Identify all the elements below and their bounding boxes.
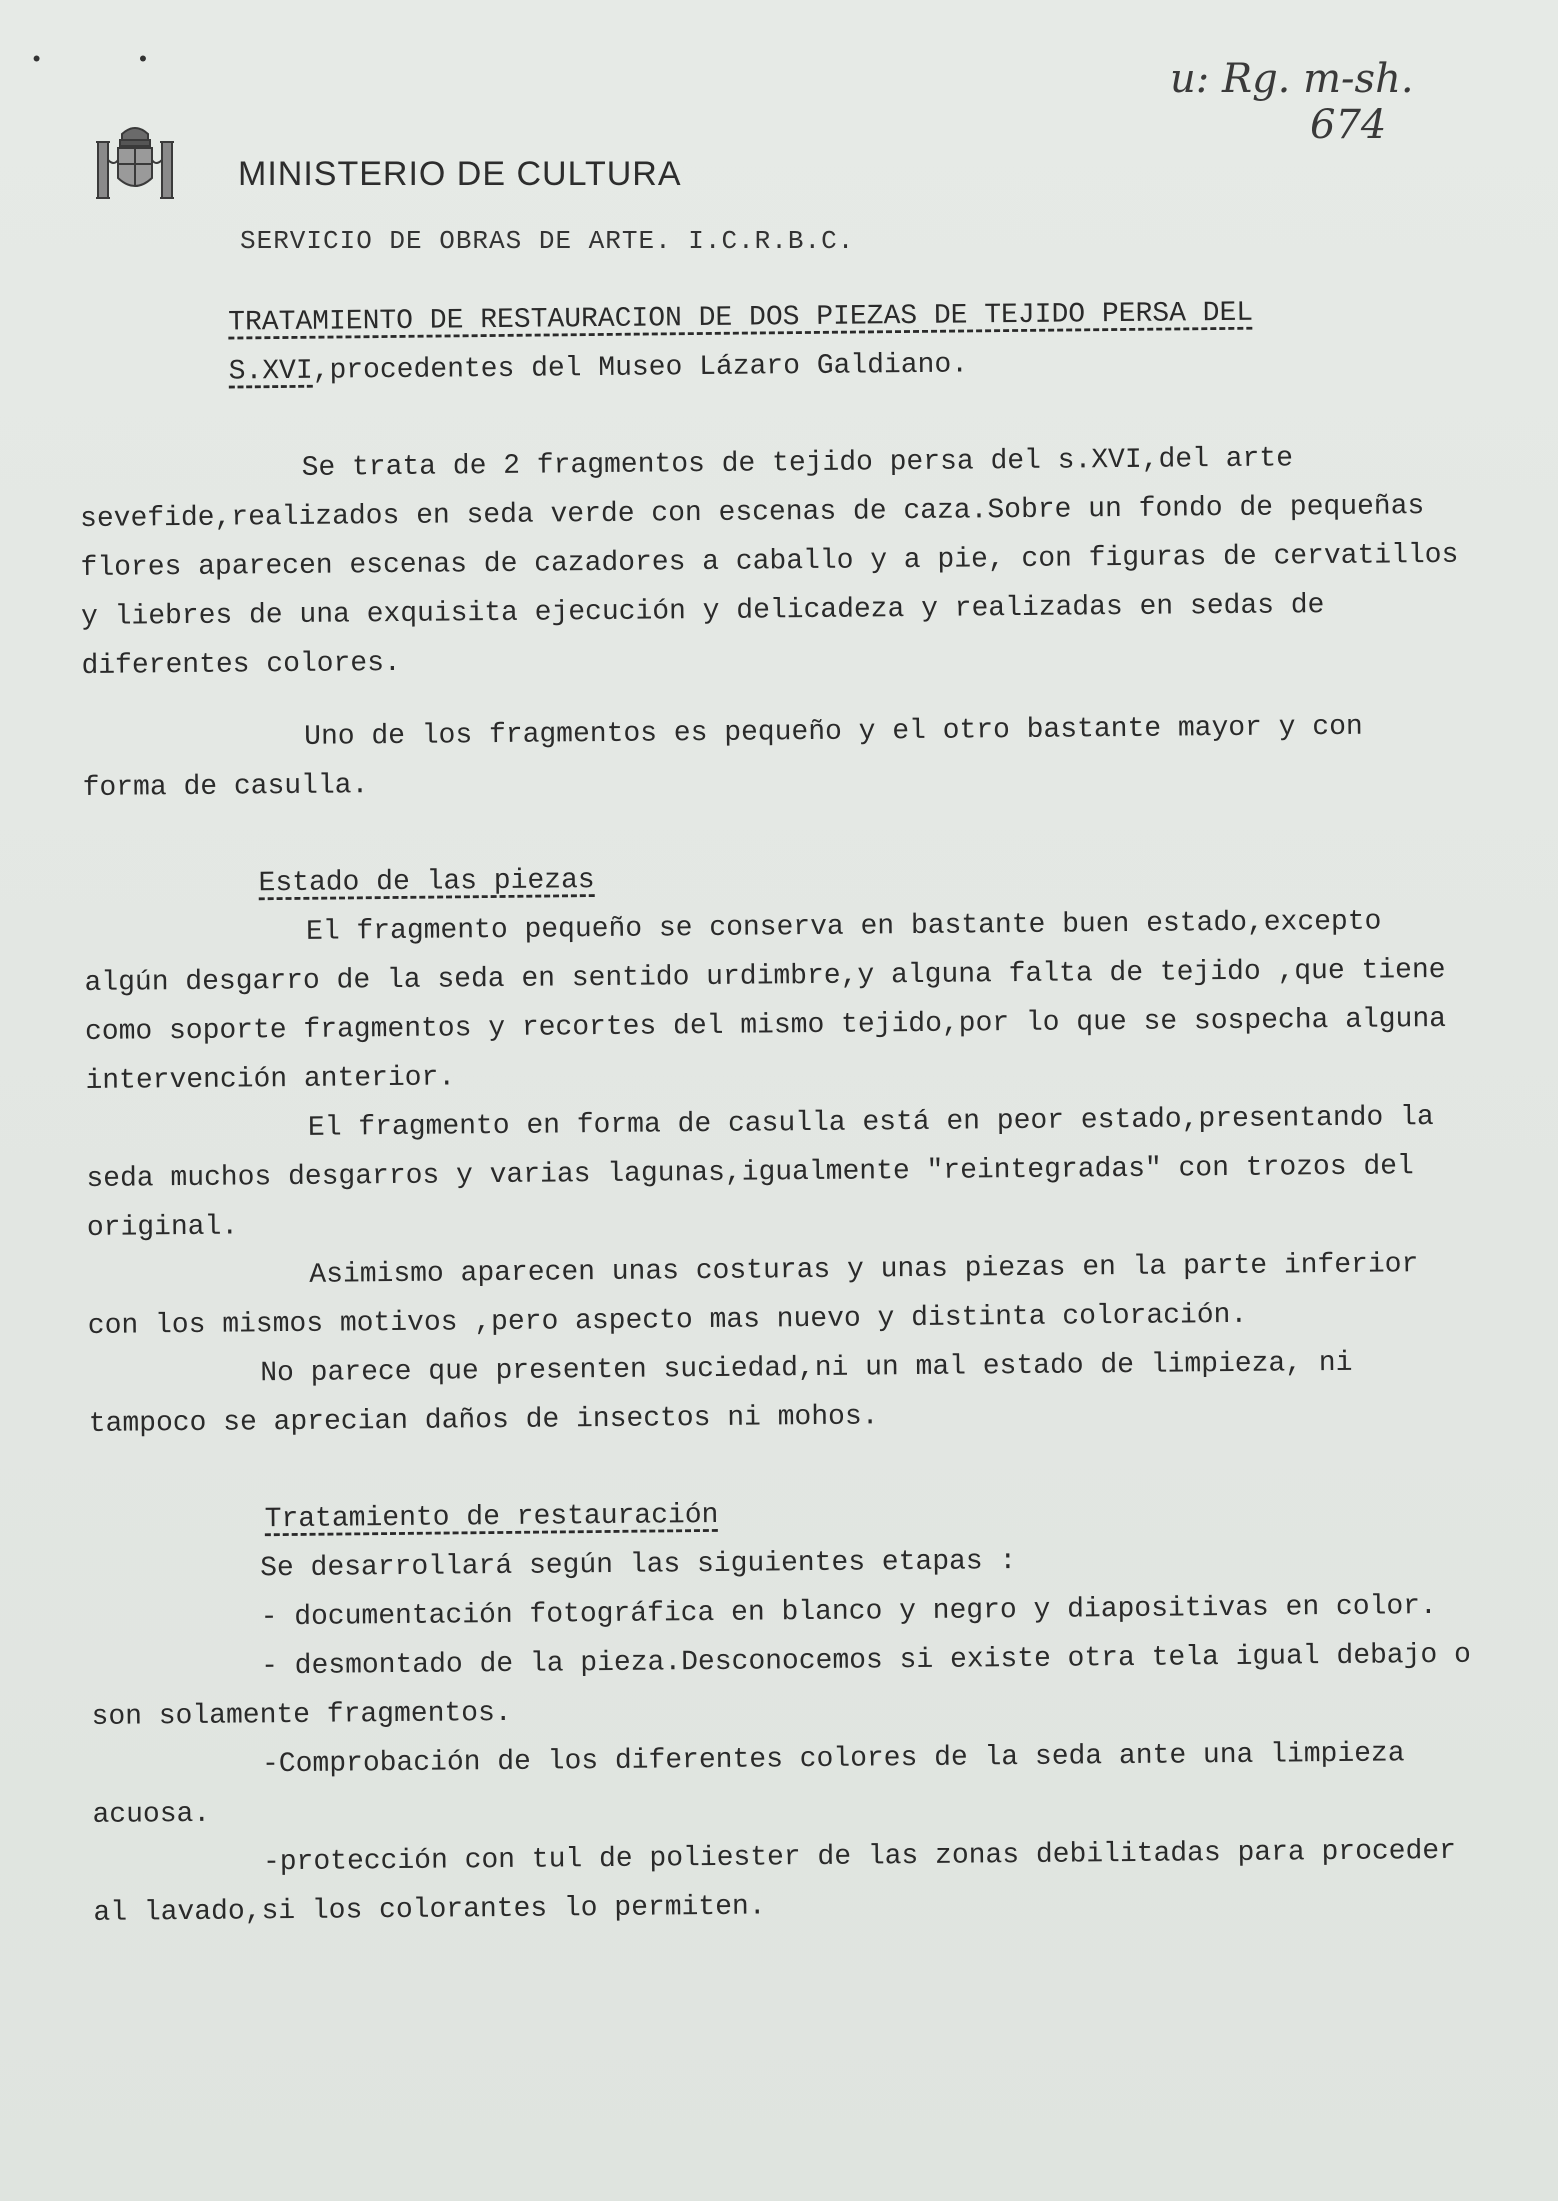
estado-paragraph-4: No parece que presenten suciedad,ni un mal estado de limpieza, ni tampoco se aprecian daños de insectos ni mohos. [88,1347,1353,1440]
estado-paragraph-1: El fragmento pequeño se conserva en bastante buen estado,excepto algún desgarro de la seda en sentido urdimbre,y alguna falta de tejido ,que tiene como soporte fragmentos y recortes del mismo tejido,por lo que se sospecha alguna intervención anterior. [84,906,1447,1097]
estado-paragraph-3: Asimismo aparecen unas costuras y unas piezas en la parte inferior con los mismos motivos ,pero aspecto mas nuevo y distinta coloración. [87,1249,1419,1342]
handwritten-number: 674 [1310,102,1387,148]
document-title [78,287,1459,398]
title-rest: ,procedentes del Museo Lázaro Galdiano. [312,349,969,387]
estado-paragraph-2: El fragmento en forma de casulla está en peor estado,presentando la seda muchos desgarros y varias lagunas,igualmente "reintegradas" con trozos del original. [86,1102,1434,1244]
step-4: -protección con tul de poliester de las zonas debilitadas para proceder al lavado,si los colorantes lo permiten. [93,1835,1457,1929]
ministry-header: MINISTERIO DE CULTURA [238,155,682,193]
service-subheader: SERVICIO DE OBRAS DE ARTE. I.C.R.B.C. [240,226,855,256]
step-2: - desmontado de la pieza.Desconocemos si existe otra tela igual debajo o son solamente fragmentos. [91,1639,1472,1733]
coat-of-arms-icon [92,120,178,210]
handwritten-annotation [1170,56,1540,148]
intro-paragraph-2: Uno de los fragmentos es pequeño y el otro bastante mayor y con forma de casulla. [82,711,1363,804]
section-heading-estado: Estado de las piezas [258,865,595,900]
margin-dots: • • [30,48,190,73]
tratamiento-intro: Se desarrollará según las siguientes etapas : [260,1546,1017,1585]
section-heading-tratamiento: Tratamiento de restauración [264,1499,719,1536]
step-1: - documentación fotográfica en blanco y negro y diapositivas en color. [260,1591,1437,1634]
handwritten-reference: u: Rg. m-sh. [1170,56,1414,102]
title-underlined: TRATAMIENTO DE RESTAURACION DE DOS PIEZAS DE TEJIDO PERSA DEL S.XVI [228,297,1254,388]
document-body [78,287,1474,1938]
intro-paragraph-1: Se trata de 2 fragmentos de tejido persa del s.XVI,del arte sevefide,realizados en seda verde con escenas de caza.Sobre un fondo de pequeñas flores aparecen escenas de cazadores a caballo y a pie, con figuras de cervatillos y liebres de una exquisita ejecución y delicadeza y realizadas en sedas de diferentes colores. [79,443,1459,682]
step-3: -Comprobación de los diferentes colores de la seda ante una limpieza acuosa. [92,1738,1405,1831]
